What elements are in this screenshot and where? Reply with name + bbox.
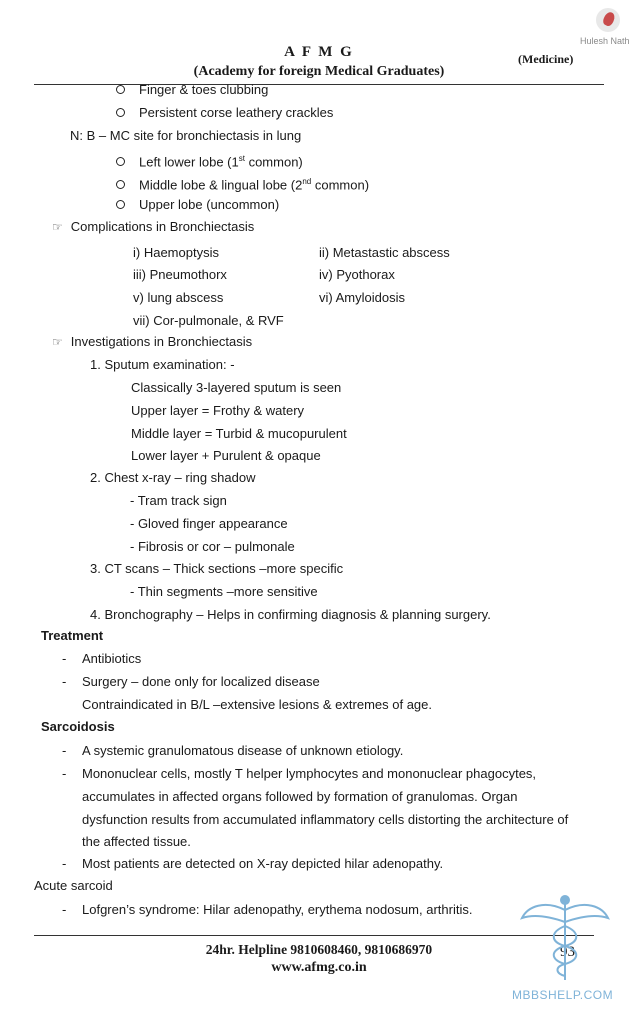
circle-bullet-icon [116, 108, 125, 117]
investigation-item: 2. Chest x-ray – ring shadow [90, 470, 256, 485]
caduceus-icon [520, 892, 610, 984]
circle-bullet-icon [116, 157, 125, 166]
list-item: Persistent corse leathery crackles [116, 105, 333, 121]
circle-bullet-icon [116, 200, 125, 209]
pointing-hand-icon: ☞ [52, 220, 63, 234]
investigation-item: 1. Sputum examination: - [90, 357, 235, 372]
logo-name: Hulesh Nath [580, 36, 630, 46]
list-item-continuation: dysfunction results from accumulated inflammatory cells distorting the architecture of [82, 812, 569, 827]
list-item-continuation: accumulates in affected organs followed by formation of granulomas. Organ [82, 789, 518, 804]
header-title: A F M G [284, 44, 354, 60]
circle-bullet-icon [116, 85, 125, 94]
complication-item: i) Haemoptysis [133, 245, 219, 260]
list-item: - Lofgren’s syndrome: Hilar adenopathy, erythema nodosum, arthritis. [62, 902, 473, 917]
investigation-detail: Middle layer = Turbid & mucopurulent [131, 426, 347, 441]
investigation-detail: - Fibrosis or cor – pulmonale [130, 539, 295, 554]
page-number: 93 [560, 944, 575, 960]
investigation-item: 4. Bronchography – Helps in confirming diagnosis & planning surgery. [90, 607, 491, 622]
investigation-detail: Upper layer = Frothy & watery [131, 403, 305, 418]
list-item: Upper lobe (uncommon) [116, 197, 279, 213]
complication-item: iv) Pyothorax [319, 267, 395, 282]
list-item: - A systemic granulomatous disease of unknown etiology. [62, 743, 404, 758]
footer-helpline: 24hr. Helpline 9810608460, 9810686970 [205, 942, 433, 957]
section-heading: ☞ Investigations in Bronchiectasis [52, 334, 253, 349]
header-department: (Medicine) [518, 52, 574, 66]
list-item: - Surgery – done only for localized disease [62, 674, 320, 689]
list-item: Middle lobe & lingual lobe (2nd common) [116, 174, 369, 193]
list-item-continuation: the affected tissue. [82, 834, 191, 849]
note-line: N: B – MC site for bronchiectasis in lung [70, 128, 302, 143]
pointing-hand-icon: ☞ [52, 335, 63, 349]
investigation-detail: Classically 3-layered sputum is seen [131, 380, 342, 395]
list-item: Finger & toes clubbing [116, 82, 268, 98]
investigation-detail: - Tram track sign [130, 493, 227, 508]
complication-item: vii) Cor-pulmonale, & RVF [133, 313, 284, 328]
sarcoidosis-heading: Sarcoidosis [41, 719, 115, 734]
list-item: Left lower lobe (1st common) [116, 151, 303, 170]
treatment-heading: Treatment [41, 628, 104, 643]
list-item: Contraindicated in B/L –extensive lesions & extremes of age. [82, 697, 432, 712]
footer-website: www.afmg.co.in [271, 960, 367, 975]
list-item: - Most patients are detected on X-ray depicted hilar adenopathy. [62, 856, 444, 871]
section-heading: ☞ Complications in Bronchiectasis [52, 219, 255, 234]
watermark-text: MBBSHELP.COM [512, 988, 614, 1002]
header-subtitle: (Academy for foreign Medical Graduates) [193, 64, 445, 79]
investigation-detail: - Thin segments –more sensitive [130, 584, 318, 599]
complication-item: ii) Metastastic abscess [319, 245, 450, 260]
list-item: - Antibiotics [62, 651, 142, 666]
list-item: - Mononuclear cells, mostly T helper lymphocytes and mononuclear phagocytes, [62, 766, 537, 781]
investigation-item: 3. CT scans – Thick sections –more specific [90, 561, 344, 576]
investigation-detail: - Gloved finger appearance [130, 516, 288, 531]
complication-item: iii) Pneumothorx [133, 267, 227, 282]
investigation-detail: Lower layer + Purulent & opaque [131, 448, 321, 463]
complication-item: vi) Amyloidosis [319, 290, 405, 305]
footer-rule [34, 935, 594, 936]
circle-bullet-icon [116, 180, 125, 189]
complication-item: v) lung abscess [133, 290, 224, 305]
acute-sarcoid-heading: Acute sarcoid [34, 878, 113, 893]
